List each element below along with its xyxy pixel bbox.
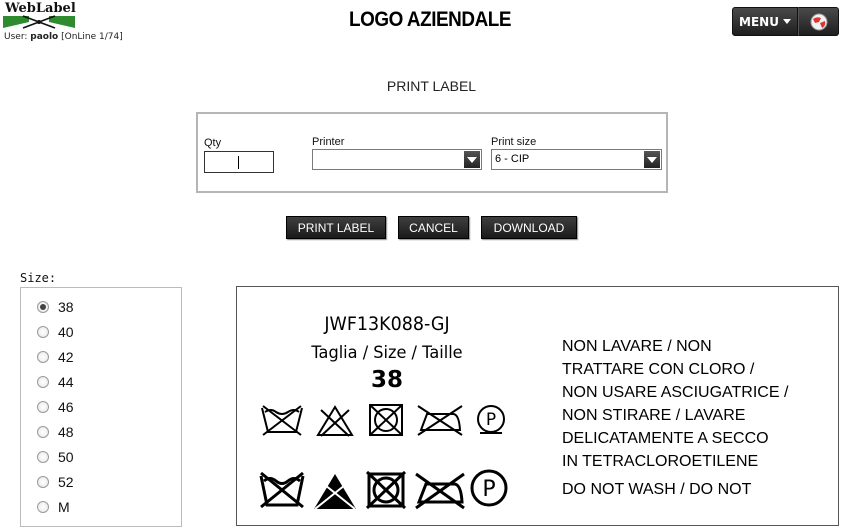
radio-button[interactable] — [37, 476, 49, 488]
page-title: PRINT LABEL — [386, 78, 477, 94]
size-option-label: 44 — [58, 374, 74, 390]
menu-label: MENU — [739, 14, 779, 29]
size-caption: Taglia / Size / Taille — [311, 343, 463, 363]
text-caret — [238, 156, 239, 169]
dry-clean-p-icon — [469, 468, 509, 508]
label-preview — [236, 286, 839, 526]
size-value: 38 — [370, 367, 403, 393]
size-option[interactable] — [37, 370, 74, 394]
no-tumble-dry-icon — [365, 470, 407, 510]
no-wash-icon — [259, 402, 305, 438]
company-logo: LOGO AZIENDALE — [348, 8, 512, 31]
size-option[interactable] — [37, 470, 74, 494]
size-option-label: 48 — [58, 424, 74, 440]
size-option[interactable] — [37, 445, 74, 469]
radio-button[interactable] — [37, 426, 49, 438]
size-option-label: 40 — [58, 324, 74, 340]
no-bleach-icon — [311, 471, 359, 511]
size-option[interactable] — [37, 420, 74, 444]
size-option[interactable] — [37, 395, 74, 419]
radio-button[interactable] — [37, 376, 49, 388]
size-option-label: 50 — [58, 449, 74, 465]
download-button[interactable]: DOWNLOAD — [481, 216, 577, 239]
size-radio-list — [20, 287, 182, 527]
qty-input[interactable] — [204, 151, 274, 173]
size-option-label: 38 — [58, 299, 74, 315]
print-size-select[interactable] — [491, 149, 662, 170]
no-wash-icon — [257, 469, 307, 509]
print-label-button[interactable]: PRINT LABEL — [286, 216, 386, 239]
print-size-value: 6 - CIP — [495, 153, 530, 165]
article-code: JWF13K088-GJ — [324, 313, 450, 335]
app-brand-name: WebLabel — [5, 1, 76, 16]
caret-down-icon — [783, 19, 791, 24]
chevron-down-icon[interactable] — [464, 151, 480, 168]
svg-text:P: P — [482, 477, 496, 502]
size-option[interactable] — [37, 495, 70, 519]
radio-button[interactable] — [37, 351, 49, 363]
print-size-label: Print size — [491, 136, 537, 148]
svg-text:P: P — [485, 410, 497, 430]
radio-button[interactable] — [37, 326, 49, 338]
menu-button[interactable] — [732, 7, 798, 36]
radio-button[interactable] — [37, 451, 49, 463]
user-prefix: User: — [4, 32, 28, 42]
radio-button[interactable] — [37, 501, 49, 513]
no-iron-icon — [413, 470, 467, 510]
cancel-button[interactable]: CANCEL — [398, 216, 469, 239]
size-option-label: 42 — [58, 349, 74, 365]
size-heading: Size: — [20, 271, 57, 285]
no-iron-icon — [415, 402, 465, 438]
online-status: [OnLine 1/74] — [61, 32, 123, 42]
chevron-down-icon[interactable] — [644, 151, 660, 168]
qty-label: Qty — [204, 137, 222, 149]
home-globe-icon — [809, 12, 829, 32]
size-option[interactable] — [37, 320, 74, 344]
size-option-label: M — [58, 499, 70, 515]
size-option-label: 46 — [58, 399, 74, 415]
printer-select[interactable] — [312, 149, 482, 170]
size-option-label: 52 — [58, 474, 74, 490]
size-option[interactable] — [37, 345, 74, 369]
brand-logo-icon — [3, 14, 75, 30]
printer-label: Printer — [312, 136, 345, 148]
print-form — [196, 112, 668, 193]
care-instructions-en: DO NOT WASH / DO NOT — [562, 481, 752, 498]
radio-button[interactable] — [37, 301, 49, 313]
care-instructions-it: NON LAVARE / NON TRATTARE CON CLORO / NON USARE ASCIUGATRICE / NON STIRARE / LAVARE DELICATAMENTE A SECCO IN TETRACLOROETILENE — [562, 338, 789, 470]
radio-button[interactable] — [37, 401, 49, 413]
no-bleach-icon — [315, 404, 355, 438]
size-option[interactable] — [37, 295, 74, 319]
user-status — [4, 32, 123, 42]
home-button[interactable] — [798, 7, 839, 36]
no-tumble-dry-icon — [367, 402, 405, 438]
username: paolo — [30, 32, 59, 42]
dry-clean-p-icon — [475, 403, 507, 435]
